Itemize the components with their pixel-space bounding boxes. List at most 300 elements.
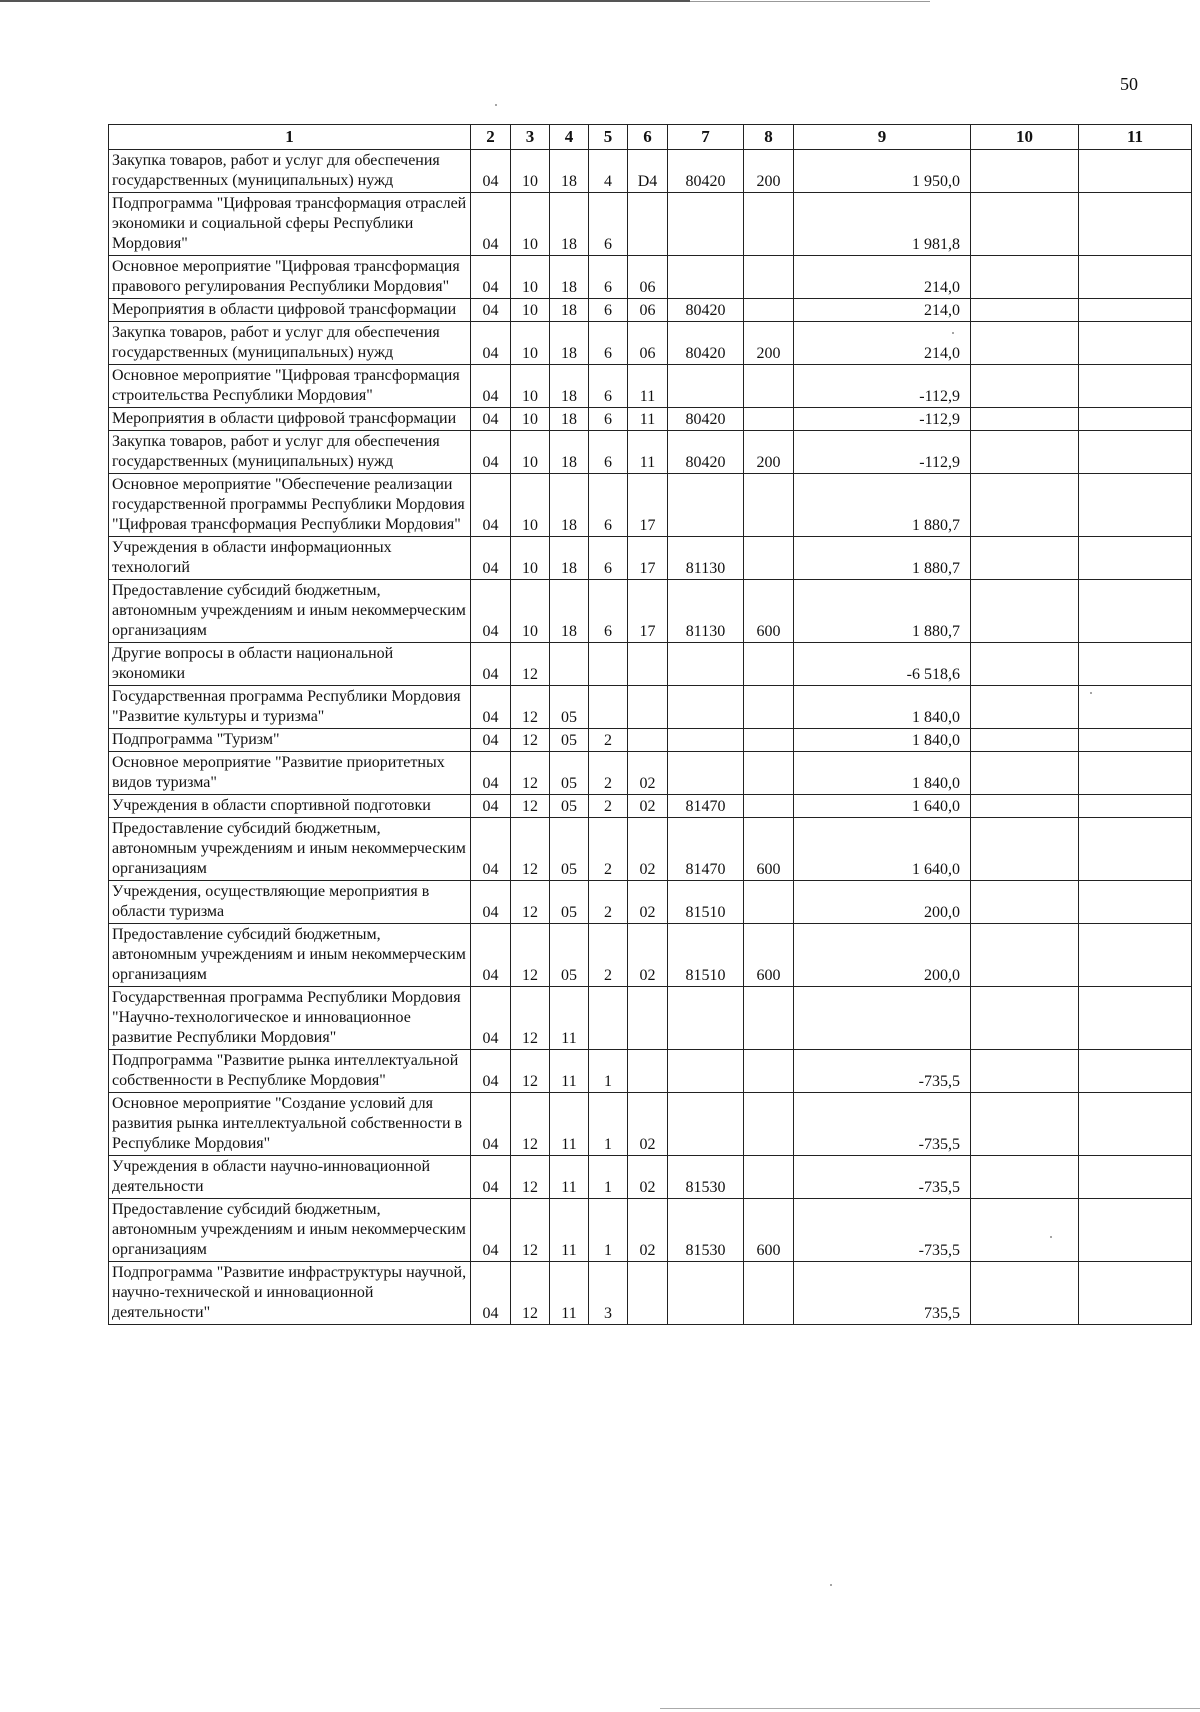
amount-col-11 [1079, 299, 1192, 322]
item-name: Мероприятия в области цифровой трансформации [109, 408, 471, 431]
code-col-3: 12 [511, 818, 550, 881]
code-col-3: 10 [511, 474, 550, 537]
table-row [109, 408, 1192, 431]
item-name: Другие вопросы в области национальной экономики [109, 643, 471, 686]
code-col-4: 11 [550, 1093, 589, 1156]
code-col-8 [744, 795, 794, 818]
amount-col-10 [971, 729, 1079, 752]
code-col-2: 04 [471, 299, 511, 322]
code-col-8 [744, 537, 794, 580]
item-name: Государственная программа Республики Мордовия "Научно-технологическое и инновационное развитие Республики Мордовия" [109, 987, 471, 1050]
code-col-6 [628, 193, 668, 256]
code-col-2: 04 [471, 193, 511, 256]
item-name: Закупка товаров, работ и услуг для обеспечения государственных (муниципальных) нужд [109, 150, 471, 193]
table-row [109, 365, 1192, 408]
code-col-2: 04 [471, 1093, 511, 1156]
amount-col-11 [1079, 431, 1192, 474]
amount-col-11 [1079, 256, 1192, 299]
item-name: Подпрограмма "Туризм" [109, 729, 471, 752]
scan-speck [495, 104, 497, 106]
code-col-8 [744, 987, 794, 1050]
code-col-6 [628, 643, 668, 686]
code-col-5: 6 [589, 408, 628, 431]
amount-col-9: -735,5 [794, 1050, 971, 1093]
amount-col-10 [971, 474, 1079, 537]
code-col-5: 4 [589, 150, 628, 193]
amount-col-9: 1 640,0 [794, 795, 971, 818]
amount-col-11 [1079, 408, 1192, 431]
amount-col-11 [1079, 1050, 1192, 1093]
table-row [109, 1093, 1192, 1156]
code-col-7 [668, 686, 744, 729]
code-col-2: 04 [471, 1156, 511, 1199]
table-row [109, 256, 1192, 299]
code-col-7: 80420 [668, 408, 744, 431]
table-row [109, 299, 1192, 322]
amount-col-11 [1079, 474, 1192, 537]
amount-col-10 [971, 987, 1079, 1050]
code-col-2: 04 [471, 686, 511, 729]
code-col-5: 6 [589, 256, 628, 299]
code-col-6: 11 [628, 365, 668, 408]
code-col-4: 18 [550, 431, 589, 474]
code-col-7: 81470 [668, 818, 744, 881]
code-col-4: 18 [550, 150, 589, 193]
amount-col-11 [1079, 537, 1192, 580]
code-col-2: 04 [471, 150, 511, 193]
amount-col-9: 200,0 [794, 924, 971, 987]
table-row [109, 924, 1192, 987]
amount-col-9: 1 981,8 [794, 193, 971, 256]
code-col-2: 04 [471, 431, 511, 474]
code-col-7: 81130 [668, 537, 744, 580]
code-col-4: 05 [550, 818, 589, 881]
code-col-2: 04 [471, 924, 511, 987]
item-name: Предоставление субсидий бюджетным, автономным учреждениям и иным некоммерческим организациям [109, 924, 471, 987]
code-col-5: 2 [589, 881, 628, 924]
item-name: Учреждения в области научно-инновационной деятельности [109, 1156, 471, 1199]
code-col-5: 1 [589, 1199, 628, 1262]
code-col-3: 12 [511, 729, 550, 752]
code-col-5: 2 [589, 924, 628, 987]
code-col-3: 10 [511, 580, 550, 643]
amount-col-11 [1079, 322, 1192, 365]
table-body [109, 150, 1192, 1325]
table-row [109, 752, 1192, 795]
code-col-8 [744, 408, 794, 431]
code-col-3: 12 [511, 1199, 550, 1262]
code-col-8: 600 [744, 924, 794, 987]
item-name: Основное мероприятие "Цифровая трансформация правового регулирования Республики Мордовия" [109, 256, 471, 299]
code-col-2: 04 [471, 580, 511, 643]
table-row [109, 474, 1192, 537]
code-col-5: 2 [589, 729, 628, 752]
code-col-2: 04 [471, 474, 511, 537]
amount-col-11 [1079, 193, 1192, 256]
code-col-4: 18 [550, 256, 589, 299]
amount-col-9: 1 840,0 [794, 729, 971, 752]
code-col-3: 12 [511, 1093, 550, 1156]
scan-speck [1050, 1236, 1052, 1238]
code-col-5 [589, 686, 628, 729]
item-name: Государственная программа Республики Мордовия "Развитие культуры и туризма" [109, 686, 471, 729]
code-col-7 [668, 1050, 744, 1093]
table-row [109, 795, 1192, 818]
table-row [109, 987, 1192, 1050]
code-col-8 [744, 729, 794, 752]
amount-col-11 [1079, 643, 1192, 686]
code-col-8 [744, 1050, 794, 1093]
code-col-4: 18 [550, 537, 589, 580]
code-col-5: 2 [589, 752, 628, 795]
code-col-6 [628, 686, 668, 729]
code-col-5 [589, 643, 628, 686]
amount-col-9: 1 840,0 [794, 752, 971, 795]
code-col-4: 18 [550, 299, 589, 322]
amount-col-9: 1 880,7 [794, 580, 971, 643]
code-col-5: 6 [589, 431, 628, 474]
code-col-4: 05 [550, 924, 589, 987]
amount-col-10 [971, 643, 1079, 686]
code-col-7: 80420 [668, 322, 744, 365]
code-col-2: 04 [471, 322, 511, 365]
code-col-7 [668, 1093, 744, 1156]
amount-col-9: 1 950,0 [794, 150, 971, 193]
code-col-8: 600 [744, 580, 794, 643]
amount-col-9: 1 880,7 [794, 537, 971, 580]
amount-col-9: -112,9 [794, 365, 971, 408]
code-col-8 [744, 299, 794, 322]
code-col-2: 04 [471, 729, 511, 752]
table-row [109, 322, 1192, 365]
code-col-2: 04 [471, 1050, 511, 1093]
amount-col-11 [1079, 987, 1192, 1050]
amount-col-9: -6 518,6 [794, 643, 971, 686]
amount-col-11 [1079, 752, 1192, 795]
header-cell: 5 [589, 125, 628, 150]
item-name: Учреждения в области информационных технологий [109, 537, 471, 580]
code-col-3: 12 [511, 1156, 550, 1199]
amount-col-9 [794, 987, 971, 1050]
amount-col-10 [971, 322, 1079, 365]
amount-col-11 [1079, 580, 1192, 643]
table-row [109, 1156, 1192, 1199]
code-col-2: 04 [471, 795, 511, 818]
code-col-7 [668, 987, 744, 1050]
amount-col-9: -735,5 [794, 1093, 971, 1156]
code-col-4: 18 [550, 193, 589, 256]
code-col-3: 10 [511, 256, 550, 299]
item-name: Учреждения, осуществляющие мероприятия в области туризма [109, 881, 471, 924]
amount-col-11 [1079, 150, 1192, 193]
header-row [109, 125, 1192, 150]
code-col-4: 11 [550, 1262, 589, 1325]
code-col-4: 05 [550, 686, 589, 729]
code-col-7 [668, 1262, 744, 1325]
code-col-8 [744, 686, 794, 729]
code-col-8 [744, 256, 794, 299]
table-row [109, 1199, 1192, 1262]
code-col-8 [744, 881, 794, 924]
amount-col-9: -735,5 [794, 1156, 971, 1199]
code-col-6: 06 [628, 322, 668, 365]
amount-col-11 [1079, 795, 1192, 818]
code-col-4: 11 [550, 1050, 589, 1093]
code-col-6: 11 [628, 431, 668, 474]
header-cell: 4 [550, 125, 589, 150]
item-name: Основное мероприятие "Развитие приоритетных видов туризма" [109, 752, 471, 795]
amount-col-11 [1079, 818, 1192, 881]
scan-speck [1090, 692, 1092, 694]
item-name: Подпрограмма "Развитие рынка интеллектуальной собственности в Республике Мордовия" [109, 1050, 471, 1093]
amount-col-10 [971, 924, 1079, 987]
code-col-2: 04 [471, 1199, 511, 1262]
code-col-7: 81130 [668, 580, 744, 643]
code-col-6: 17 [628, 537, 668, 580]
code-col-4: 05 [550, 795, 589, 818]
amount-col-10 [971, 1050, 1079, 1093]
code-col-2: 04 [471, 752, 511, 795]
code-col-7 [668, 474, 744, 537]
code-col-8 [744, 1093, 794, 1156]
code-col-3: 10 [511, 193, 550, 256]
amount-col-10 [971, 1093, 1079, 1156]
code-col-6 [628, 729, 668, 752]
code-col-7 [668, 752, 744, 795]
code-col-6: 02 [628, 924, 668, 987]
code-col-6: 02 [628, 1093, 668, 1156]
code-col-4: 11 [550, 1199, 589, 1262]
amount-col-11 [1079, 686, 1192, 729]
table-row [109, 150, 1192, 193]
code-col-5 [589, 987, 628, 1050]
header-cell: 9 [794, 125, 971, 150]
page-number: 50 [1120, 74, 1138, 94]
code-col-4: 05 [550, 881, 589, 924]
code-col-5: 6 [589, 474, 628, 537]
amount-col-10 [971, 193, 1079, 256]
code-col-2: 04 [471, 818, 511, 881]
code-col-6: 02 [628, 1199, 668, 1262]
code-col-7: 80420 [668, 150, 744, 193]
amount-col-10 [971, 365, 1079, 408]
amount-col-9: 214,0 [794, 299, 971, 322]
header-cell: 7 [668, 125, 744, 150]
table-row [109, 431, 1192, 474]
code-col-3: 12 [511, 1262, 550, 1325]
code-col-4: 18 [550, 474, 589, 537]
amount-col-11 [1079, 924, 1192, 987]
table-row [109, 643, 1192, 686]
code-col-3: 12 [511, 752, 550, 795]
amount-col-10 [971, 256, 1079, 299]
item-name: Предоставление субсидий бюджетным, автономным учреждениям и иным некоммерческим организациям [109, 580, 471, 643]
code-col-8 [744, 1156, 794, 1199]
code-col-3: 10 [511, 408, 550, 431]
code-col-5: 3 [589, 1262, 628, 1325]
amount-col-11 [1079, 1093, 1192, 1156]
scan-speck [830, 1584, 832, 1586]
header-cell: 10 [971, 125, 1079, 150]
code-col-8: 600 [744, 818, 794, 881]
amount-col-11 [1079, 1262, 1192, 1325]
item-name: Предоставление субсидий бюджетным, автономным учреждениям и иным некоммерческим организациям [109, 818, 471, 881]
code-col-3: 10 [511, 150, 550, 193]
table-row [109, 729, 1192, 752]
code-col-6: 02 [628, 1156, 668, 1199]
item-name: Подпрограмма "Развитие инфраструктуры научной, научно-технической и инновационной деятельности" [109, 1262, 471, 1325]
code-col-4: 05 [550, 729, 589, 752]
code-col-2: 04 [471, 881, 511, 924]
amount-col-11 [1079, 1156, 1192, 1199]
budget-table [108, 124, 1192, 1325]
code-col-4 [550, 643, 589, 686]
code-col-7: 81530 [668, 1156, 744, 1199]
amount-col-10 [971, 299, 1079, 322]
code-col-3: 12 [511, 795, 550, 818]
code-col-6: 06 [628, 299, 668, 322]
code-col-7: 81470 [668, 795, 744, 818]
amount-col-10 [971, 881, 1079, 924]
code-col-3: 10 [511, 299, 550, 322]
header-cell: 11 [1079, 125, 1192, 150]
code-col-8: 200 [744, 322, 794, 365]
amount-col-9: 735,5 [794, 1262, 971, 1325]
amount-col-9: 1 840,0 [794, 686, 971, 729]
item-name: Предоставление субсидий бюджетным, автономным учреждениям и иным некоммерческим организациям [109, 1199, 471, 1262]
code-col-8: 200 [744, 431, 794, 474]
amount-col-9: 1 640,0 [794, 818, 971, 881]
amount-col-10 [971, 686, 1079, 729]
code-col-7: 80420 [668, 431, 744, 474]
code-col-5: 1 [589, 1050, 628, 1093]
amount-col-9: -735,5 [794, 1199, 971, 1262]
header-cell: 8 [744, 125, 794, 150]
item-name: Закупка товаров, работ и услуг для обеспечения государственных (муниципальных) нужд [109, 322, 471, 365]
code-col-4: 18 [550, 580, 589, 643]
code-col-5: 6 [589, 365, 628, 408]
code-col-8: 600 [744, 1199, 794, 1262]
table-row [109, 818, 1192, 881]
amount-col-9: 200,0 [794, 881, 971, 924]
amount-col-10 [971, 150, 1079, 193]
amount-col-9: 214,0 [794, 256, 971, 299]
amount-col-9: 1 880,7 [794, 474, 971, 537]
scan-top-edge-faint [690, 1, 930, 2]
code-col-5: 6 [589, 299, 628, 322]
code-col-3: 10 [511, 537, 550, 580]
header-cell: 1 [109, 125, 471, 150]
amount-col-10 [971, 431, 1079, 474]
amount-col-9: -112,9 [794, 431, 971, 474]
code-col-3: 12 [511, 686, 550, 729]
amount-col-11 [1079, 1199, 1192, 1262]
amount-col-9: -112,9 [794, 408, 971, 431]
table-row [109, 1050, 1192, 1093]
table-row [109, 686, 1192, 729]
code-col-2: 04 [471, 537, 511, 580]
code-col-2: 04 [471, 1262, 511, 1325]
code-col-7: 81510 [668, 924, 744, 987]
amount-col-10 [971, 1156, 1079, 1199]
code-col-6: 02 [628, 752, 668, 795]
code-col-6: 11 [628, 408, 668, 431]
code-col-8 [744, 1262, 794, 1325]
code-col-4: 18 [550, 322, 589, 365]
code-col-2: 04 [471, 643, 511, 686]
code-col-4: 11 [550, 1156, 589, 1199]
header-cell: 2 [471, 125, 511, 150]
code-col-6: 02 [628, 795, 668, 818]
amount-col-10 [971, 537, 1079, 580]
amount-col-11 [1079, 881, 1192, 924]
code-col-7: 81530 [668, 1199, 744, 1262]
table-row [109, 1262, 1192, 1325]
code-col-2: 04 [471, 365, 511, 408]
scan-speck [952, 332, 954, 334]
code-col-8 [744, 193, 794, 256]
code-col-3: 10 [511, 322, 550, 365]
code-col-6: 17 [628, 474, 668, 537]
item-name: Учреждения в области спортивной подготовки [109, 795, 471, 818]
code-col-2: 04 [471, 256, 511, 299]
amount-col-10 [971, 818, 1079, 881]
amount-col-10 [971, 1199, 1079, 1262]
code-col-2: 04 [471, 408, 511, 431]
amount-col-10 [971, 795, 1079, 818]
code-col-5: 2 [589, 795, 628, 818]
scan-top-edge [0, 0, 690, 2]
code-col-3: 12 [511, 924, 550, 987]
code-col-6 [628, 1262, 668, 1325]
code-col-5: 6 [589, 537, 628, 580]
code-col-7 [668, 193, 744, 256]
code-col-5: 6 [589, 322, 628, 365]
item-name: Основное мероприятие "Создание условий для развития рынка интеллектуальной собственности в Республике Мордовия" [109, 1093, 471, 1156]
code-col-5: 1 [589, 1093, 628, 1156]
header-cell: 3 [511, 125, 550, 150]
code-col-6: 17 [628, 580, 668, 643]
table-row [109, 881, 1192, 924]
item-name: Мероприятия в области цифровой трансформации [109, 299, 471, 322]
code-col-3: 12 [511, 881, 550, 924]
table-row [109, 193, 1192, 256]
amount-col-10 [971, 580, 1079, 643]
item-name: Основное мероприятие "Цифровая трансформация строительства Республики Мордовия" [109, 365, 471, 408]
code-col-7 [668, 729, 744, 752]
code-col-8 [744, 643, 794, 686]
code-col-7: 81510 [668, 881, 744, 924]
code-col-7 [668, 256, 744, 299]
code-col-8 [744, 365, 794, 408]
amount-col-11 [1079, 365, 1192, 408]
code-col-3: 12 [511, 987, 550, 1050]
item-name: Закупка товаров, работ и услуг для обеспечения государственных (муниципальных) нужд [109, 431, 471, 474]
code-col-7: 80420 [668, 299, 744, 322]
item-name: Подпрограмма "Цифровая трансформация отраслей экономики и социальной сферы Республики Мордовия" [109, 193, 471, 256]
code-col-8 [744, 752, 794, 795]
code-col-5: 1 [589, 1156, 628, 1199]
code-col-5: 2 [589, 818, 628, 881]
code-col-7 [668, 643, 744, 686]
amount-col-10 [971, 752, 1079, 795]
code-col-4: 05 [550, 752, 589, 795]
code-col-7 [668, 365, 744, 408]
code-col-4: 18 [550, 408, 589, 431]
code-col-3: 10 [511, 431, 550, 474]
code-col-8: 200 [744, 150, 794, 193]
code-col-5: 6 [589, 580, 628, 643]
